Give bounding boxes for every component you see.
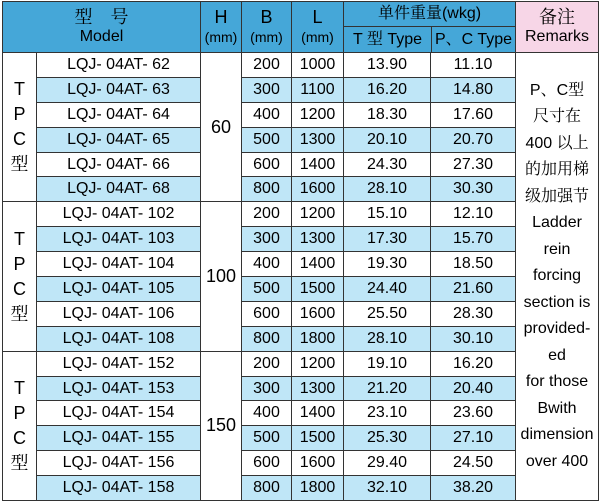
- remarks-line: 400 以上: [525, 134, 589, 152]
- remarks-line: P、C型: [529, 81, 585, 99]
- table-row: [3, 376, 599, 401]
- l-value-cell: 1100: [292, 77, 344, 102]
- pc-value-cell: 23.60: [431, 401, 516, 426]
- remarks-line: dimension: [520, 426, 594, 444]
- pc-value-cell: 20.40: [431, 376, 516, 401]
- group-type-letter: 型: [10, 154, 29, 175]
- t-value-cell: 28.10: [344, 177, 431, 202]
- l-value-cell: 1200: [292, 102, 344, 127]
- group-type-letter: C: [13, 427, 26, 448]
- t-value-cell: 20.10: [344, 127, 431, 152]
- table-row: [3, 227, 599, 252]
- model-cell: LQJ- 04AT- 158: [37, 476, 201, 501]
- b-value-cell: 400: [242, 102, 292, 127]
- b-value-cell: 200: [242, 53, 292, 78]
- remarks-cell: [516, 53, 599, 501]
- pc-value-cell: 24.50: [431, 451, 516, 476]
- group-type-letter: T: [14, 228, 25, 249]
- b-value-cell: 200: [242, 351, 292, 376]
- model-cell: LQJ- 04AT- 156: [37, 451, 201, 476]
- l-value-cell: 1500: [292, 426, 344, 451]
- remarks-line: provided-: [523, 320, 591, 338]
- pc-value-cell: 14.80: [431, 77, 516, 102]
- pc-value-cell: 16.20: [431, 351, 516, 376]
- table-row: [3, 127, 599, 152]
- model-cell: LQJ- 04AT- 104: [37, 252, 201, 277]
- t-value-cell: 15.10: [344, 202, 431, 227]
- l-value-cell: 1200: [292, 351, 344, 376]
- remarks-line: forcing: [533, 267, 582, 285]
- pc-value-cell: 18.50: [431, 252, 516, 277]
- group-type-letter: T: [14, 377, 25, 398]
- table-row: [3, 301, 599, 326]
- model-cell: LQJ- 04AT- 65: [37, 127, 201, 152]
- model-cell: LQJ- 04AT- 105: [37, 277, 201, 302]
- l-value-cell: 1200: [292, 202, 344, 227]
- pc-value-cell: 30.30: [431, 177, 516, 202]
- l-value-cell: 1500: [292, 277, 344, 302]
- pc-value-cell: 15.70: [431, 227, 516, 252]
- model-cell: LQJ- 04AT- 106: [37, 301, 201, 326]
- l-header: [292, 2, 344, 53]
- spec-table: [2, 1, 599, 501]
- pc-value-cell: 12.10: [431, 202, 516, 227]
- table-row: [3, 252, 599, 277]
- table-row: [3, 77, 599, 102]
- table-row: [3, 451, 599, 476]
- model-header: [3, 2, 201, 53]
- l-value-cell: 1600: [292, 451, 344, 476]
- l-value-cell: 1600: [292, 177, 344, 202]
- table-row: [3, 401, 599, 426]
- l-header-unit: (mm): [301, 29, 334, 45]
- remarks-line: ed: [548, 346, 566, 364]
- h-header-label: H: [214, 7, 228, 27]
- header-row: [3, 2, 599, 53]
- model-cell: LQJ- 04AT- 68: [37, 177, 201, 202]
- pc-value-cell: 11.10: [431, 53, 516, 78]
- t-value-cell: 21.20: [344, 376, 431, 401]
- model-cell: LQJ- 04AT- 66: [37, 152, 201, 177]
- pc-value-cell: 28.30: [431, 301, 516, 326]
- l-value-cell: 1300: [292, 227, 344, 252]
- t-value-cell: 25.50: [344, 301, 431, 326]
- b-value-cell: 300: [242, 77, 292, 102]
- model-cell: LQJ- 04AT- 64: [37, 102, 201, 127]
- b-value-cell: 300: [242, 376, 292, 401]
- l-value-cell: 1400: [292, 252, 344, 277]
- model-header-cn: 型 号: [74, 7, 129, 27]
- model-cell: LQJ- 04AT- 153: [37, 376, 201, 401]
- b-value-cell: 500: [242, 426, 292, 451]
- pc-value-cell: 21.60: [431, 277, 516, 302]
- t-value-cell: 18.30: [344, 102, 431, 127]
- group-type-label: [3, 351, 37, 500]
- b-value-cell: 800: [242, 177, 292, 202]
- remarks-header: [516, 2, 599, 53]
- model-cell: LQJ- 04AT- 103: [37, 227, 201, 252]
- table-row: [3, 152, 599, 177]
- model-cell: LQJ- 04AT- 155: [37, 426, 201, 451]
- remarks-line: section is: [523, 293, 591, 311]
- b-value-cell: 800: [242, 326, 292, 351]
- group-type-letter: C: [13, 129, 26, 150]
- table-row: [3, 426, 599, 451]
- b-value-cell: 200: [242, 202, 292, 227]
- weight-header: [344, 2, 516, 53]
- t-value-cell: 19.30: [344, 252, 431, 277]
- remarks-header-en: Remarks: [525, 28, 590, 45]
- h-header: [201, 2, 242, 53]
- pc-value-cell: 17.60: [431, 102, 516, 127]
- group-type-letter: T: [14, 79, 25, 100]
- b-header-unit: (mm): [250, 29, 283, 45]
- b-header-label: B: [260, 7, 273, 27]
- h-value-cell: 150: [201, 351, 242, 500]
- table-row: [3, 177, 599, 202]
- remarks-line: 的加用梯: [525, 161, 590, 179]
- remarks-line: rein: [543, 240, 571, 258]
- t-value-cell: 32.10: [344, 476, 431, 501]
- l-header-label: L: [312, 7, 323, 27]
- t-value-cell: 25.30: [344, 426, 431, 451]
- pc-value-cell: 27.30: [431, 152, 516, 177]
- pc-value-cell: 27.10: [431, 426, 516, 451]
- table-row: [3, 102, 599, 127]
- pc-value-cell: 38.20: [431, 476, 516, 501]
- group-type-letter: C: [13, 278, 26, 299]
- l-value-cell: 1800: [292, 326, 344, 351]
- h-value-cell: 100: [201, 202, 242, 351]
- pc-value-cell: 20.70: [431, 127, 516, 152]
- b-value-cell: 800: [242, 476, 292, 501]
- model-cell: LQJ- 04AT- 108: [37, 326, 201, 351]
- b-value-cell: 300: [242, 227, 292, 252]
- b-header: [242, 2, 292, 53]
- remarks-line: over 400: [525, 452, 589, 470]
- b-value-cell: 400: [242, 401, 292, 426]
- group-type-letter: 型: [10, 303, 29, 324]
- table-row: [3, 53, 599, 78]
- table-row: [3, 476, 599, 501]
- h-header-unit: (mm): [204, 29, 238, 45]
- remarks-header-cn: 备注: [539, 7, 576, 27]
- model-cell: LQJ- 04AT- 152: [37, 351, 201, 376]
- weight-header-t: T 型 Type: [344, 27, 432, 52]
- remarks-line: Bwith: [537, 399, 577, 417]
- model-cell: LQJ- 04AT- 63: [37, 77, 201, 102]
- l-value-cell: 1400: [292, 152, 344, 177]
- table-row: [3, 202, 599, 227]
- b-value-cell: 600: [242, 301, 292, 326]
- group-type-letter: 型: [10, 452, 29, 473]
- t-value-cell: 17.30: [344, 227, 431, 252]
- weight-header-pc: P、C Type: [434, 31, 513, 48]
- t-value-cell: 28.10: [344, 326, 431, 351]
- weight-header-title: 单件重量(wkg): [344, 2, 515, 27]
- l-value-cell: 1000: [292, 53, 344, 78]
- remarks-line: for those: [525, 373, 589, 391]
- b-value-cell: 500: [242, 127, 292, 152]
- model-cell: LQJ- 04AT- 154: [37, 401, 201, 426]
- t-value-cell: 24.40: [344, 277, 431, 302]
- t-value-cell: 19.10: [344, 351, 431, 376]
- model-cell: LQJ- 04AT- 62: [37, 53, 201, 78]
- l-value-cell: 1400: [292, 401, 344, 426]
- t-value-cell: 29.40: [344, 451, 431, 476]
- l-value-cell: 1600: [292, 301, 344, 326]
- h-value-cell: 60: [201, 53, 242, 202]
- b-value-cell: 600: [242, 451, 292, 476]
- remarks-line: 级加强节: [525, 187, 590, 205]
- group-type-letter: P: [13, 104, 26, 125]
- t-value-cell: 13.90: [344, 53, 431, 78]
- l-value-cell: 1300: [292, 376, 344, 401]
- group-type-label: [3, 202, 37, 351]
- table-row: [3, 351, 599, 376]
- t-value-cell: 16.20: [344, 77, 431, 102]
- b-value-cell: 400: [242, 252, 292, 277]
- b-value-cell: 500: [242, 277, 292, 302]
- l-value-cell: 1800: [292, 476, 344, 501]
- group-type-letter: P: [13, 253, 26, 274]
- model-cell: LQJ- 04AT- 102: [37, 202, 201, 227]
- t-value-cell: 24.30: [344, 152, 431, 177]
- b-value-cell: 600: [242, 152, 292, 177]
- pc-value-cell: 30.10: [431, 326, 516, 351]
- group-type-letter: P: [13, 402, 26, 423]
- model-header-en: Model: [79, 28, 124, 45]
- l-value-cell: 1300: [292, 127, 344, 152]
- t-value-cell: 23.10: [344, 401, 431, 426]
- group-type-label: [3, 53, 37, 202]
- table-row: [3, 326, 599, 351]
- table-row: [3, 277, 599, 302]
- remarks-line: 尺寸在: [533, 108, 582, 126]
- remarks-line: Ladder: [532, 214, 582, 232]
